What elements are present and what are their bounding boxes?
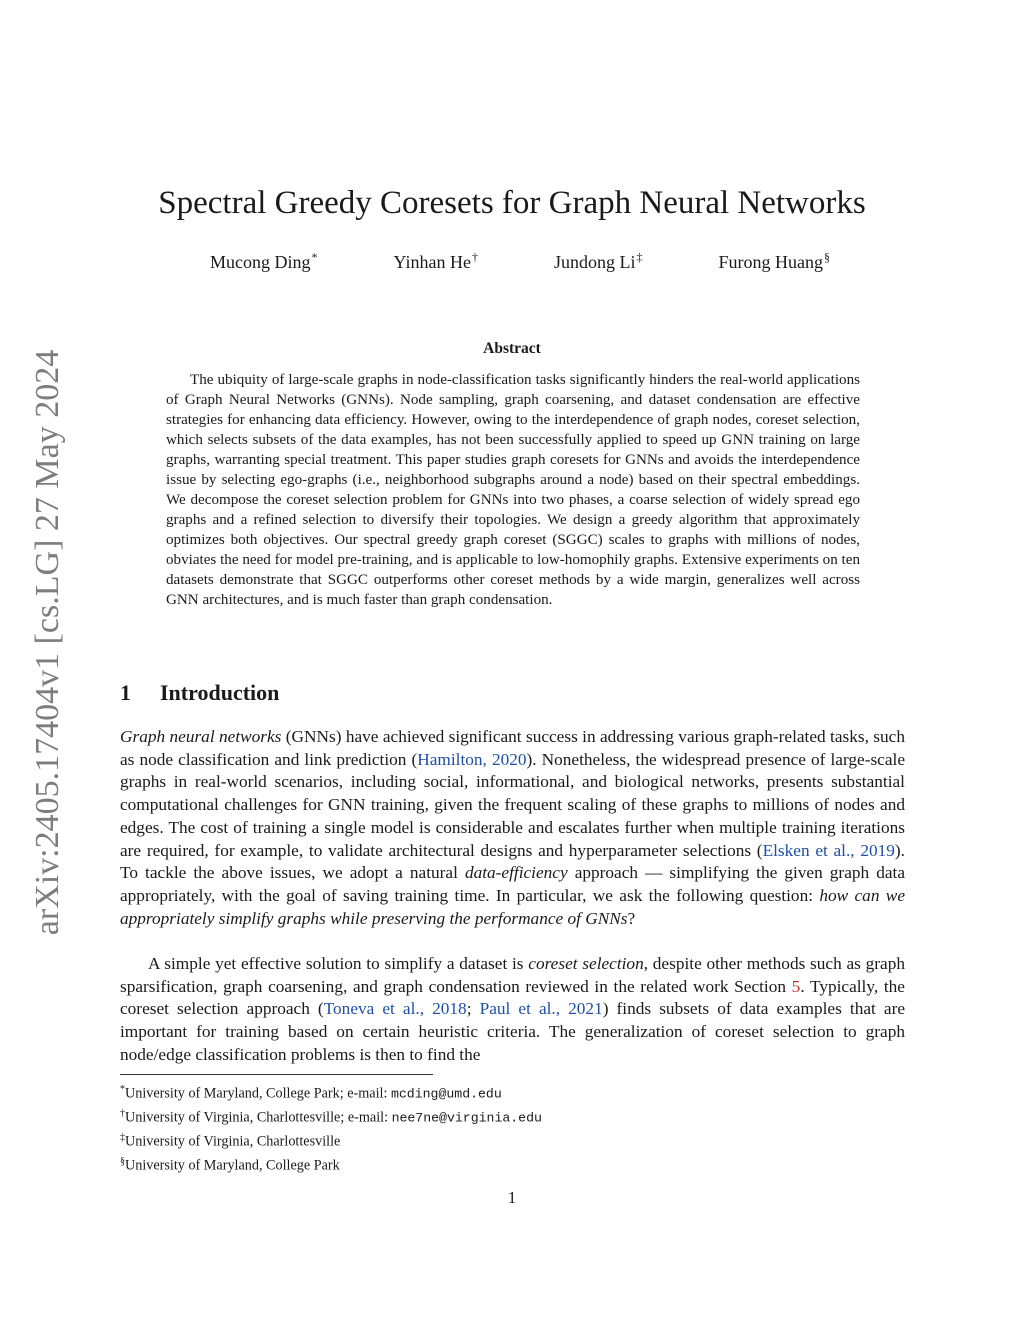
author-footnote-mark: ‡ <box>636 250 643 264</box>
footnote: *University of Maryland, College Park; e-mail: mcding@umd.edu <box>120 1084 502 1102</box>
intro-paragraph-2: A simple yet effective solution to simplify a dataset is coreset selection, despite other methods such as graph sparsification, graph coarsening, and graph condensation reviewed in the related work Section 5. Typically, the coreset selection approach (Toneva et al., 2018; Paul et al., 2021) finds subsets of data examples that are important for training based on certain heuristic criteria. The generalization of coreset selection to graph node/edge classification problems is then to find the <box>120 954 905 1064</box>
author: Yinhan He† <box>393 250 478 272</box>
author: Furong Huang§ <box>718 250 830 272</box>
email-address: mcding@umd.edu <box>390 1086 502 1102</box>
footnote: ‡University of Virginia, Charlottesville <box>120 1131 341 1150</box>
footnote: †University of Virginia, Charlottesville; e-mail: nee7ne@virginia.edu <box>120 1107 542 1126</box>
abstract-heading: Abstract <box>483 340 541 357</box>
citation-link[interactable]: Hamilton, 2020 <box>417 749 527 769</box>
abstract-text: The ubiquity of large-scale graphs in node-classification tasks significantly hinders the real-world applications of Graph Neural Networks (GNNs). Node sampling, graph coarsening, and dataset condensation are effective strategies for enhancing data efficiency. However, owing to the interdependence of graph nodes, coreset selection, which selects subsets of the data examples, has not been successfully applied to speed up GNN training on large graphs, warranting special treatment. This paper studies graph coresets for GNNs and avoids the interdependence issue by selecting ego-graphs (i.e., neighborhood subgraphs around a node) based on their spectral embeddings. We decompose the coreset selection problem for GNNs into two phases, a coarse selection of widely spread ego graphs and a refined selection to diversify their topologies. We design a greedy algorithm that approximately optimizes both objectives. Our spectral greedy graph coreset (SGGC) scales to graphs with millions of nodes, obviates the need for model pre-training, and is applicable to low-homophily graphs. Extensive experiments on ten datasets demonstrate that SGGC outperforms other coreset methods by a wide margin, generalizes well across GNN architectures, and is much faster than graph condensation. <box>166 372 860 608</box>
citation-link[interactable]: Paul et al., 2021 <box>479 999 603 1019</box>
email-address: nee7ne@virginia.edu <box>391 1110 542 1126</box>
author-footnote-mark: † <box>471 250 478 264</box>
arxiv-identifier: arXiv:2405.17404v1 [cs.LG] 27 May 2024 <box>29 349 66 936</box>
intro-paragraph-1: Graph neural networks (GNNs) have achieved significant success in addressing various graph-related tasks, such as node classification and link prediction (Hamilton, 2020). Nonetheless, the widespread presence of large-scale graphs in real-world scenarios, including social, informational, and biological networks, presents substantial computational challenges for GNN training, given the frequent scaling of these graphs to millions of nodes and edges. The cost of training a single model is considerable and escalates further when multiple training iterations are required, for example, to validate architectural designs and hyperparameter selections (Elsken et al., 2019). To tackle the above issues, we adopt a natural data-efficiency approach — simplifying the given graph data appropriately, with the goal of saving training time. In particular, we ask the following question: how can we appropriately simplify graphs while preserving the performance of GNNs? <box>120 727 905 928</box>
section-title: Introduction <box>160 680 280 705</box>
citation-link[interactable]: Toneva et al., 2018 <box>323 999 467 1019</box>
author-footnote-mark: * <box>311 250 318 264</box>
author-footnote-mark: § <box>824 250 830 264</box>
arxiv-side-stamp <box>28 345 68 940</box>
author: Mucong Ding* <box>210 250 318 272</box>
footnotes <box>120 1080 900 1176</box>
author-list <box>210 250 830 274</box>
citation-link[interactable]: Elsken et al., 2019 <box>762 840 895 860</box>
footnote-divider <box>120 1074 433 1075</box>
section-heading <box>120 680 279 706</box>
section-reference-link[interactable]: 5 <box>791 976 801 996</box>
paper-title: Spectral Greedy Coresets for Graph Neural Networks <box>158 185 866 221</box>
author: Jundong Li‡ <box>553 250 643 272</box>
footnote: §University of Maryland, College Park <box>120 1155 340 1174</box>
page-number: 1 <box>507 1188 517 1207</box>
section-number: 1 <box>120 680 131 705</box>
